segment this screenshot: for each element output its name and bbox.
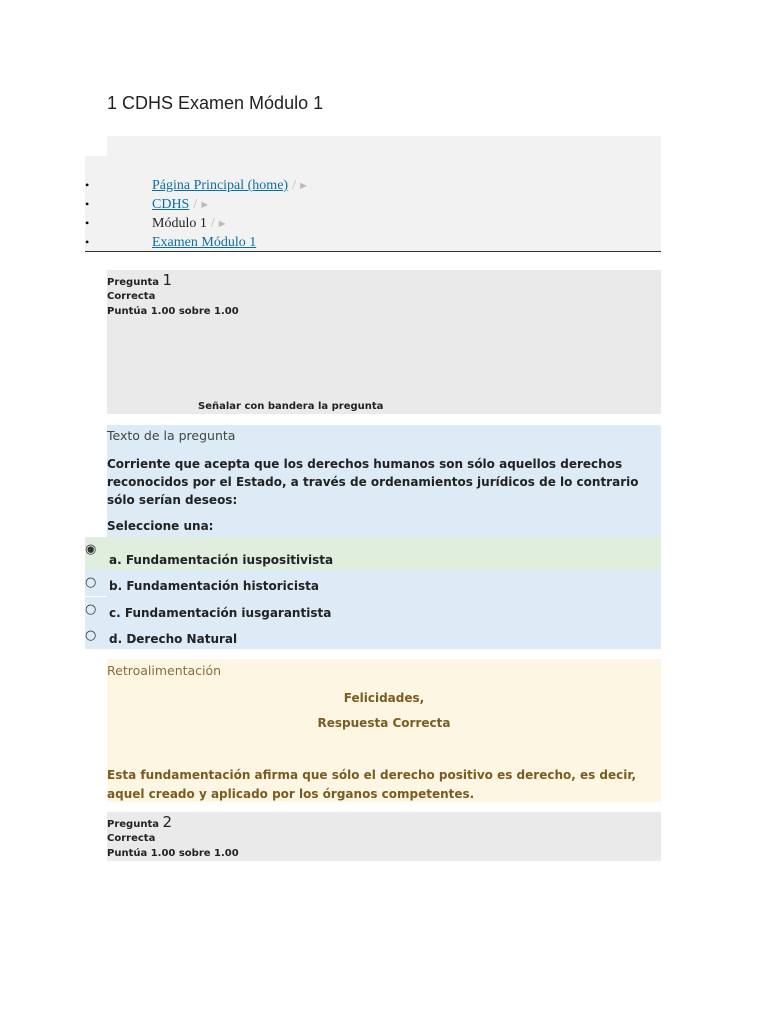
breadcrumb-separator: / <box>292 178 296 193</box>
question-1-feedback <box>107 659 661 802</box>
bullet: • <box>85 216 90 230</box>
question-text-label: Texto de la pregunta <box>107 428 236 443</box>
panel-notch <box>85 136 107 156</box>
answer-option-b[interactable] <box>85 570 661 596</box>
answer-option-d[interactable] <box>85 623 661 649</box>
document-title: 1 CDHS Examen Módulo 1 <box>107 93 324 113</box>
breadcrumb-item-home <box>85 176 485 195</box>
bullet: • <box>85 178 90 192</box>
breadcrumb-link-examen[interactable]: Examen Módulo 1 <box>152 235 257 250</box>
answer-label: c. Fundamentación iusgarantista <box>109 606 332 620</box>
radio-unchecked-icon[interactable]: ○ <box>85 575 97 590</box>
question-text: Corriente que acepta que los derechos humanos son sólo aquellos derechos reconocidos por el Estado, a través de ordenamientos jurídicos de lo contrario sólo serían deseos: <box>107 457 639 507</box>
radio-unchecked-icon[interactable]: ○ <box>85 628 97 643</box>
feedback-text: Esta fundamentación afirma que sólo el derecho positivo es derecho, es decir, aquel creado y aplicado por los órganos competentes. <box>107 768 637 801</box>
answer-label: b. Fundamentación historicista <box>109 579 319 593</box>
breadcrumb-item-examen <box>85 233 485 252</box>
feedback-congrats: Felicidades, <box>343 691 425 705</box>
answer-label: d. Derecho Natural <box>109 632 238 646</box>
triangle-right-icon: ► <box>199 199 211 211</box>
answer-option-c[interactable] <box>85 597 661 623</box>
triangle-right-icon: ► <box>216 218 228 230</box>
breadcrumb-link-cdhs[interactable]: CDHS <box>152 197 190 212</box>
question-grade: Puntúa 1.00 sobre 1.00 <box>107 848 239 859</box>
question-grade: Puntúa 1.00 sobre 1.00 <box>107 306 239 317</box>
question-label: Pregunta <box>107 277 159 288</box>
triangle-right-icon: ► <box>297 180 309 192</box>
question-2-info <box>107 812 661 861</box>
feedback-label: Retroalimentación <box>107 663 222 678</box>
question-number: 1 <box>162 271 172 289</box>
breadcrumb-separator: / <box>193 197 198 212</box>
breadcrumb <box>85 136 661 252</box>
feedback-result: Respuesta Correcta <box>317 716 451 730</box>
breadcrumb-separator: / <box>210 216 215 231</box>
question-state: Correcta <box>107 833 156 844</box>
answer-label: a. Fundamentación iuspositivista <box>109 553 334 567</box>
answer-prompt: Seleccione una: <box>107 519 214 533</box>
question-1-info <box>107 270 661 414</box>
answer-option-a[interactable] <box>85 537 661 570</box>
question-label: Pregunta <box>107 819 159 830</box>
breadcrumb-item-modulo <box>85 214 485 233</box>
question-state: Correcta <box>107 291 156 302</box>
radio-checked-icon[interactable]: ◉ <box>85 542 97 557</box>
breadcrumb-item-cdhs <box>85 195 485 214</box>
breadcrumb-text-modulo: Módulo 1 <box>152 216 207 231</box>
bullet: • <box>85 197 90 211</box>
breadcrumb-link-home[interactable]: Página Principal (home) <box>152 178 289 193</box>
question-number: 2 <box>162 813 172 831</box>
bullet: • <box>85 235 90 249</box>
radio-unchecked-icon[interactable]: ○ <box>85 602 97 617</box>
flag-question-link[interactable]: Señalar con bandera la pregunta <box>198 401 384 412</box>
